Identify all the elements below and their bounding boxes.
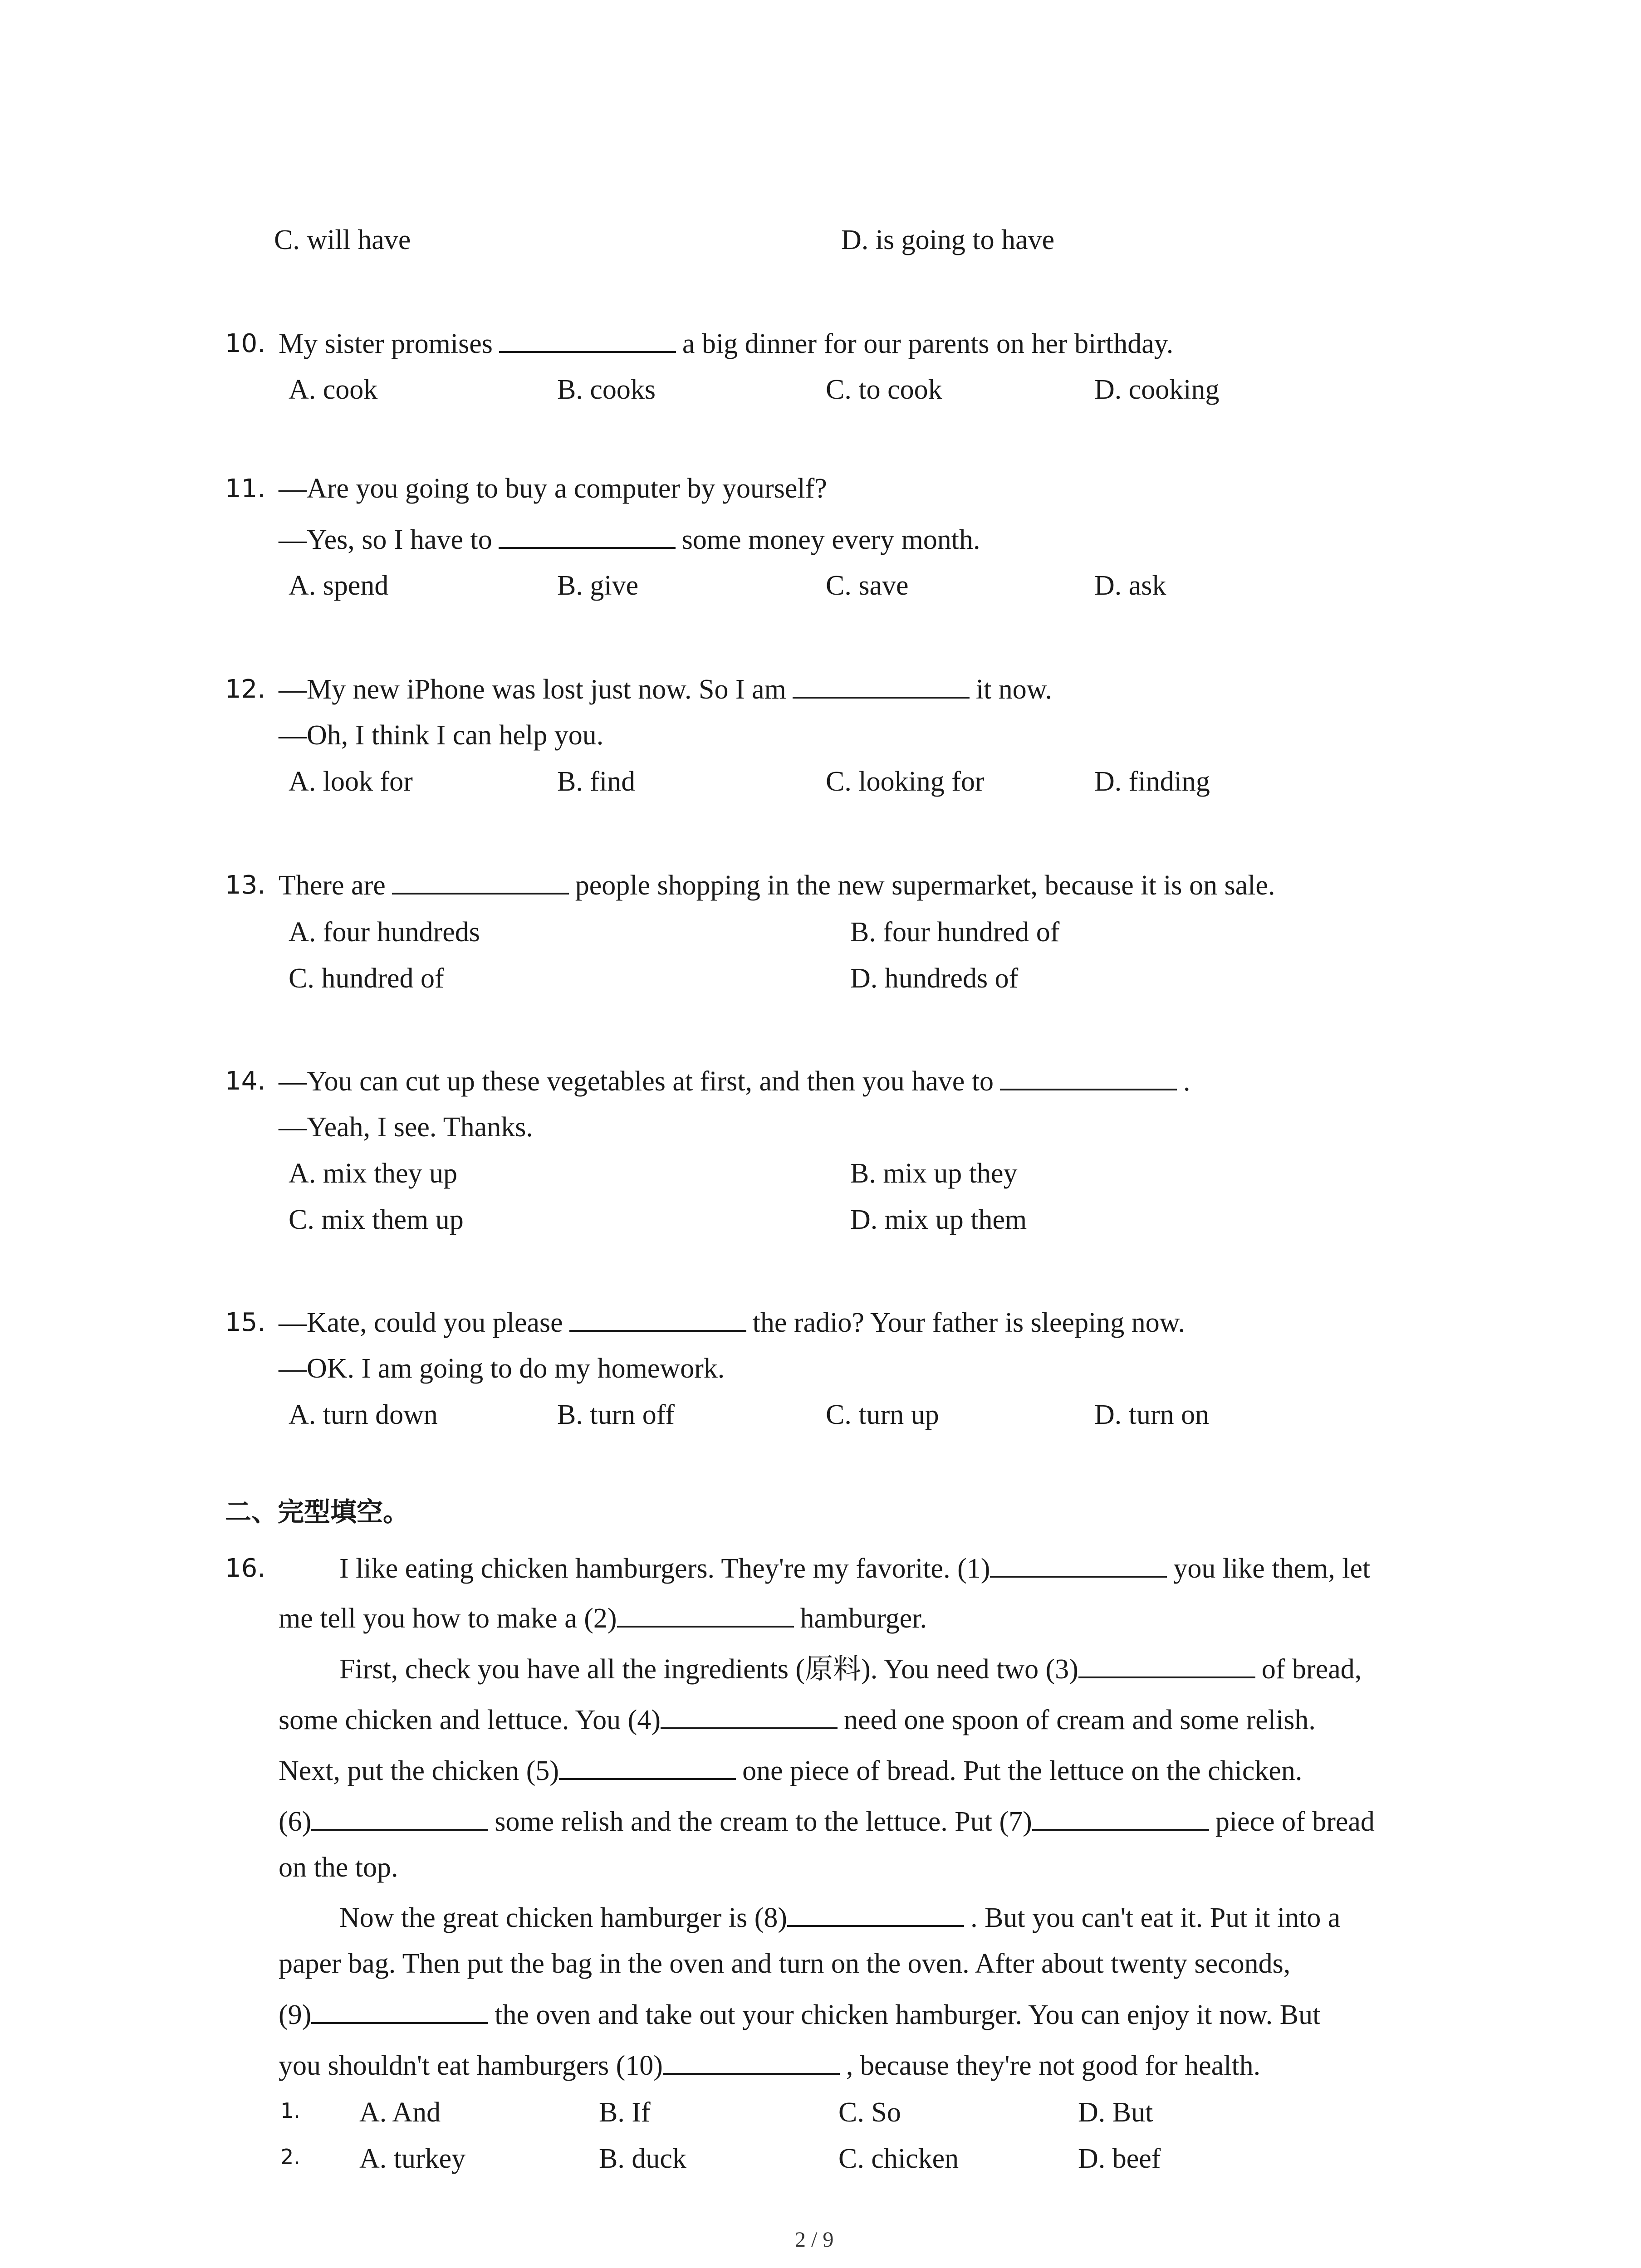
option-d: D. mix up them <box>850 1204 1027 1235</box>
passage-line: on the top. <box>279 1852 398 1883</box>
answer-blank <box>499 329 676 353</box>
answer-number: 1. <box>280 2098 300 2123</box>
option-c: C. chicken <box>838 2143 959 2174</box>
question-stem: There are people shopping in the new supermarket, because it is on sale. <box>279 870 1275 901</box>
passage-line: I like eating chicken hamburgers. They're my favorite. (1) you like them, let <box>339 1553 1371 1584</box>
option-d: D. cooking <box>1094 374 1220 405</box>
answer-blank <box>569 1308 746 1332</box>
answer-number: 2. <box>280 2145 300 2169</box>
answer-blank <box>1000 1067 1177 1090</box>
passage-line: (6) some relish and the cream to the lettuce. Put (7) piece of bread <box>279 1806 1375 1837</box>
option-c: C. to cook <box>826 374 942 405</box>
passage-line: some chicken and lettuce. You (4) need one spoon of cream and some relish. <box>279 1705 1316 1735</box>
answer-blank <box>311 2000 488 2024</box>
passage-line: First, check you have all the ingredients (原料). You need two (3) of bread, <box>339 1654 1362 1685</box>
option-c: C. mix them up <box>289 1204 464 1235</box>
option-b: B. duck <box>599 2143 686 2174</box>
option-a: A. And <box>359 2097 441 2128</box>
answer-blank <box>990 1554 1167 1578</box>
answer-blank <box>617 1604 794 1628</box>
question-stem: My sister promises a big dinner for our parents on her birthday. <box>279 328 1174 359</box>
question-number: 13. <box>225 870 266 900</box>
question-number: 15. <box>225 1308 266 1337</box>
passage-line: Next, put the chicken (5) one piece of bread. Put the lettuce on the chicken. <box>279 1755 1303 1786</box>
option-d: D. turn on <box>1094 1399 1210 1430</box>
option-b: B. find <box>557 766 636 797</box>
answer-blank <box>787 1903 964 1927</box>
option-c: C. looking for <box>826 766 985 797</box>
answer-blank <box>559 1756 736 1780</box>
option-d: D. finding <box>1094 766 1210 797</box>
option-b: B. If <box>599 2097 651 2128</box>
option-b: B. four hundred of <box>850 917 1060 948</box>
question-stem-line: —OK. I am going to do my homework. <box>279 1353 725 1384</box>
option-c: C. So <box>838 2097 901 2128</box>
q9-option-d: D. is going to have <box>841 225 1055 255</box>
question-number: 11. <box>225 474 266 503</box>
question-number: 10. <box>225 329 266 358</box>
answer-blank <box>311 1807 488 1831</box>
section-title: 二、完型填空。 <box>225 1496 410 1527</box>
answer-blank <box>793 675 970 699</box>
q9-option-c: C. will have <box>274 225 411 255</box>
option-b: B. cooks <box>557 374 656 405</box>
question-stem-line: —Kate, could you please the radio? Your father is sleeping now. <box>279 1307 1185 1338</box>
passage-line: paper bag. Then put the bag in the oven and turn on the oven. After about twenty seconds, <box>279 1948 1291 1979</box>
question-stem-line: —Yeah, I see. Thanks. <box>279 1112 533 1143</box>
option-a: A. cook <box>289 374 378 405</box>
passage-line: (9) the oven and take out your chicken hamburger. You can enjoy it now. But <box>279 1999 1321 2030</box>
question-stem-line: —You can cut up these vegetables at first, and then you have to . <box>279 1066 1190 1097</box>
option-d: D. But <box>1078 2097 1153 2128</box>
answer-blank <box>392 871 569 894</box>
passage-line: Now the great chicken hamburger is (8) . But you can't eat it. Put it into a <box>339 1902 1341 1933</box>
option-c: C. save <box>826 570 909 601</box>
option-b: B. give <box>557 570 639 601</box>
option-a: A. turkey <box>359 2143 466 2174</box>
question-number: 12. <box>225 675 266 704</box>
answer-blank <box>663 2051 840 2075</box>
answer-blank <box>1078 1655 1255 1678</box>
question-stem-line: —Oh, I think I can help you. <box>279 720 604 751</box>
question-stem-line: —Yes, so I have to some money every month. <box>279 524 980 555</box>
page-number: 2 / 9 <box>795 2228 834 2252</box>
question-stem-line: —Are you going to buy a computer by yourself? <box>279 473 827 504</box>
option-a: A. mix they up <box>289 1158 457 1189</box>
answer-blank <box>1032 1807 1209 1831</box>
question-number: 16. <box>225 1554 266 1583</box>
question-stem-line: —My new iPhone was lost just now. So I am it now. <box>279 674 1053 705</box>
answer-blank <box>499 525 676 549</box>
option-b: B. mix up they <box>850 1158 1018 1189</box>
option-d: D. hundreds of <box>850 963 1019 994</box>
option-c: C. hundred of <box>289 963 444 994</box>
question-number: 14. <box>225 1066 266 1096</box>
option-a: A. spend <box>289 570 389 601</box>
answer-blank <box>661 1706 838 1729</box>
option-d: D. beef <box>1078 2143 1161 2174</box>
passage-line: you shouldn't eat hamburgers (10) , because they're not good for health. <box>279 2050 1261 2081</box>
passage-line: me tell you how to make a (2) hamburger. <box>279 1603 927 1634</box>
option-c: C. turn up <box>826 1399 939 1430</box>
option-b: B. turn off <box>557 1399 675 1430</box>
option-d: D. ask <box>1094 570 1166 601</box>
option-a: A. four hundreds <box>289 917 480 948</box>
option-a: A. turn down <box>289 1399 438 1430</box>
option-a: A. look for <box>289 766 413 797</box>
